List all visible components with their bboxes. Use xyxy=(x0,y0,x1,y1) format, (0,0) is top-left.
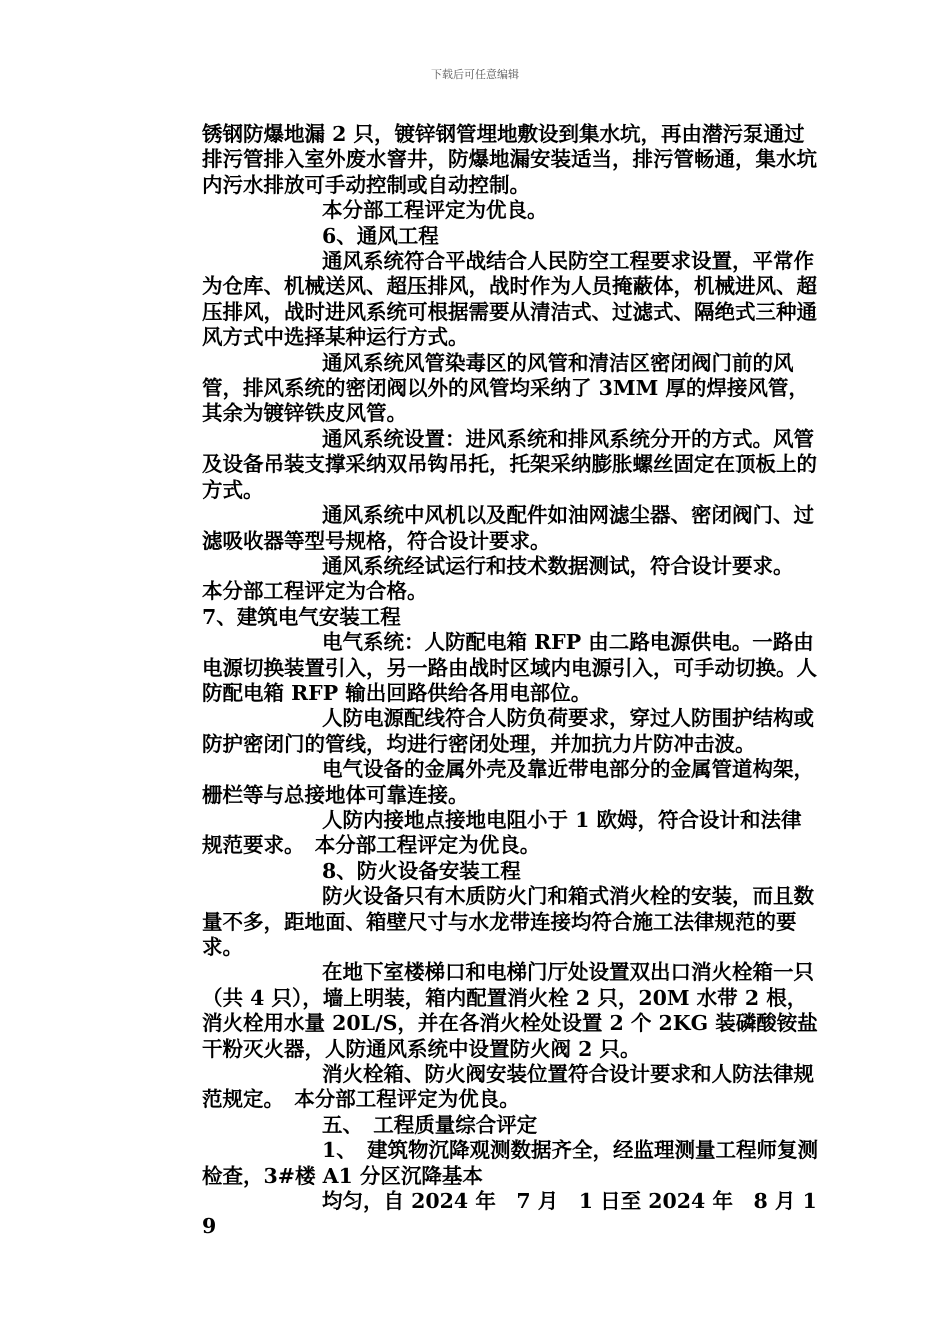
section-heading: 7、建筑电气安装工程 xyxy=(202,604,401,629)
paragraph: 防火设备只有木质防火门和箱式消火栓的安装，而且数量不多，距地面、箱壁尺寸与水龙带连接均符合施工法律规范的要求。 xyxy=(202,884,814,959)
paragraph: 通风系统中风机以及配件如油网滤尘器、密闭阀门、过滤吸收器等型号规格，符合设计要求。 xyxy=(202,503,814,553)
paragraph: 人防内接地点接地电阻小于 1 欧姆，符合设计和法律规范要求。 本分部工程评定为优良。 xyxy=(202,807,802,858)
paragraph: 均匀，自 2024 年 7 月 1 日至 2024 年 8 月 19 xyxy=(202,1189,817,1239)
section-heading: 8、防火设备安装工程 xyxy=(322,858,521,883)
paragraph: 电气设备的金属外壳及靠近带电部分的金属管道构架，栅栏等与总接地体可靠连接。 xyxy=(202,757,814,807)
document-body xyxy=(202,122,820,1240)
paragraph: 本分部工程评定为优良。 xyxy=(322,198,548,223)
paragraph: 消火栓箱、防火阀安装位置符合设计要求和人防法律规范规定。 本分部工程评定为优良。 xyxy=(202,1062,814,1112)
paragraph: 电气系统：人防配电箱 RFP 由二路电源供电。一路由电源切换装置引入，另一路由战时区域内电源引入，可手动切换。人防配电箱 RFP 输出回路供给各用电部位。 xyxy=(202,630,817,705)
paragraph: 在地下室楼梯口和电梯门厅处设置双出口消火栓箱一只（共 4 只），墙上明装，箱内配置消火栓 2 只，20M 水带 2 根，消火栓用水量 20L/S，并在各消火栓处设置 2 个 2KG 装磷酸铵盐干粉灭火器，人防通风系统中设置防火阀 2 只。 xyxy=(202,960,818,1061)
paragraph: 通风系统符合平战结合人民防空工程要求设置，平常作为仓库、机械送风、超压排风，战时作为人员掩蔽体，机械进风、超压排风，战时进风系统可根据需要从清洁式、过滤式、隔绝式三种通风方式中选择某种运行方式。 xyxy=(202,249,817,350)
header-note: 下载后可任意编辑 xyxy=(431,68,519,81)
paragraph: 通风系统风管染毒区的风管和清洁区密闭阀门前的风管，排风系统的密闭阀以外的风管均采纳了 3MM 厚的焊接风管，其余为镀锌铁皮风管。 xyxy=(202,350,809,426)
paragraph: 人防电源配线符合人防负荷要求，穿过人防围护结构或防护密闭门的管线，均进行密闭处理，并加抗力片防冲击波。 xyxy=(202,706,814,756)
paragraph: 1、 建筑物沉降观测数据齐全，经监理测量工程师复测检查，3#楼 A1 分区沉降基本 xyxy=(202,1138,819,1188)
paragraph: 通风系统设置：进风系统和排风系统分开的方式。风管及设备吊装支撑采纳双吊钩吊托，托架采纳膨胀螺丝固定在顶板上的方式。 xyxy=(202,426,817,502)
section-heading: 五、 工程质量综合评定 xyxy=(322,1112,538,1137)
section-heading: 6、通风工程 xyxy=(322,223,439,248)
paragraph: 锈钢防爆地漏 2 只，镀锌钢管埋地敷设到集水坑，再由潜污泵通过排污管排入室外废水窨井，防爆地漏安装适当，排污管畅通，集水坑内污水排放可手动控制或自动控制。 xyxy=(202,122,817,197)
paragraph: 通风系统经试运行和技术数据测试，符合设计要求。 本分部工程评定为合格。 xyxy=(202,553,804,604)
